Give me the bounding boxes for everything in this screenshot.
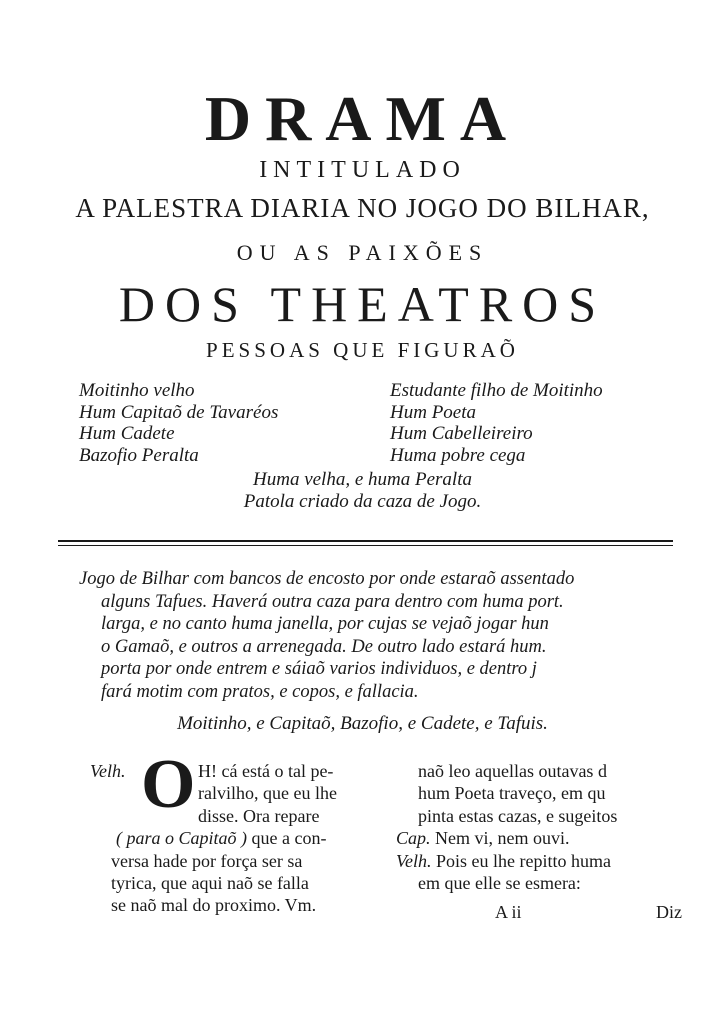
cast-list-center xyxy=(0,469,725,512)
dialogue-fragment: Nem vi, nem ouvi. xyxy=(435,828,570,848)
cast-item: Huma velha, e huma Peralta xyxy=(253,469,472,490)
dialogue-line: pinta estas cazas, e sugeitos xyxy=(418,806,618,826)
dialogue-line: hum Poeta traveço, em qu xyxy=(418,783,606,803)
cast-item: Patola criado da caza de Jogo. xyxy=(243,490,482,512)
dialogue-line: H! cá está o tal pe- xyxy=(198,761,334,781)
dialogue-fragment: Pois eu lhe repitto huma xyxy=(436,851,611,871)
scene-line: fará motim com pratos, e copos, e fallacia. xyxy=(101,681,419,702)
cast-item: Moitinho velho xyxy=(79,380,195,401)
dialogue-line: ralvilho, que eu lhe xyxy=(198,783,337,803)
cast-item: Hum Cabelleireiro xyxy=(390,423,533,444)
scene-line: larga, e no canto huma janella, por cujas se vejaõ jogar hun xyxy=(101,614,549,634)
dialogue-line: disse. Ora repare xyxy=(198,806,320,826)
scene-line: o Gamaõ, e outros a arrenegada. De outro lado estará hum. xyxy=(101,636,547,657)
scene-line: Jogo de Bilhar com bancos de encosto por onde estaraõ assentado xyxy=(79,569,575,589)
scene-line: porta por onde entrem e sáiaõ varios individuos, e dentro j xyxy=(101,659,537,679)
dialogue-line: tyrica, que aqui naõ se falla xyxy=(111,873,309,893)
cast-item: Huma pobre cega xyxy=(390,444,526,466)
catchword: Diz xyxy=(656,902,682,922)
stage-direction: ( para o Capitaõ ) xyxy=(116,828,248,848)
subtitle-line-2: OU AS PAIXÕES xyxy=(236,240,489,265)
dialogue-line: versa hade por força ser sa xyxy=(111,851,303,871)
cast-item: Hum Cadete xyxy=(79,423,175,444)
cast-list-right xyxy=(390,380,603,466)
signature-mark: A ii xyxy=(495,902,522,922)
dialogue-line xyxy=(396,827,570,850)
divider-rule xyxy=(58,540,673,542)
dialogue-line xyxy=(396,850,611,873)
cast-list-left xyxy=(79,380,278,466)
intitulado-line: INTITULADO xyxy=(259,157,466,183)
cast-heading: PESSOAS QUE FIGURAÕ xyxy=(206,338,519,362)
scene-description xyxy=(79,568,574,703)
dialogue-line: se naõ mal do proximo. Vm. xyxy=(111,895,317,915)
drop-cap: O xyxy=(141,746,196,823)
subtitle-line-3: DOS THEATROS xyxy=(118,276,607,332)
dialogue-fragment: que a con- xyxy=(251,828,327,848)
speaker-label: Cap. xyxy=(396,828,431,848)
page-title: DRAMA xyxy=(204,83,521,154)
speaker-label: Velh. xyxy=(90,761,126,781)
dialogue-line: em que elle se esmera: xyxy=(418,873,581,893)
cast-item: Bazofio Peralta xyxy=(79,444,199,466)
cast-item: Hum Poeta xyxy=(390,401,477,423)
dialogue-line: naõ leo aquellas outavas d xyxy=(418,761,607,781)
cast-item: Hum Capitaõ de Tavaréos xyxy=(79,401,279,423)
dialogue-line xyxy=(116,827,326,850)
cast-item: Estudante filho de Moitinho xyxy=(390,380,603,401)
characters-entering: Moitinho, e Capitaõ, Bazofio, e Cadete, e Tafuis. xyxy=(177,713,548,734)
scene-line: alguns Tafues. Haverá outra caza para dentro com huma port. xyxy=(101,591,564,612)
speaker-label: Velh. xyxy=(396,851,432,871)
divider-rule xyxy=(58,545,673,546)
subtitle-line: A PALESTRA DIARIA NO JOGO DO BILHAR, xyxy=(75,193,650,223)
